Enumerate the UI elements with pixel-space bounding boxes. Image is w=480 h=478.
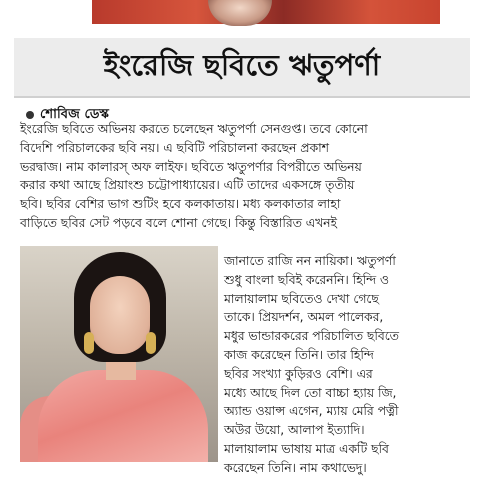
body-line: ছবি। ছবির বেশির ভাগ শুটিং হবে কলকাতায়। মধ্য কলকাতার লাহা: [20, 197, 341, 212]
body-line: মালায়ালাম ভাষায় মাত্র একটি ছবি: [224, 441, 389, 456]
headline: ইংরেজি ছবিতে ঋতুপর্ণা: [103, 47, 381, 82]
byline-text: শোবিজ ডেস্ক: [40, 107, 110, 122]
photo-face: [90, 276, 150, 354]
earring-icon: [146, 332, 156, 354]
actress-photo: [20, 246, 218, 462]
body-line: ছবির সংখ্যা কুড়িরও বেশি। এর: [224, 366, 373, 381]
body-line: ইংরেজি ছবিতে অভিনয় করতে চলেছেন ঋতুপর্ণা সেনগুপ্ত। তবে কোনো: [20, 122, 368, 136]
body-line: অ্যান্ড ওয়ান্স এগেন, ম্যায় মেরি পত্নী: [224, 404, 399, 419]
body-line: তাকে। প্রিয়দর্শন, অমল পালেকর,: [224, 310, 384, 325]
body-line: কাজ করেছেন তিনি। তার হিন্দি: [224, 347, 374, 362]
body-line: জানাতে রাজি নন নায়িকা। ঋতুপর্ণা: [224, 254, 396, 268]
body-line: ভরদ্বাজ। নাম কালারস্ অফ লাইফ। ছবিতে ঋতুপর্ণার বিপরীতে অভিনয়: [20, 159, 362, 174]
body-line: বিদেশি পরিচালকের ছবি নয়। এ ছবিটি পরিচালনা করছেন প্রকাশ: [20, 140, 329, 155]
bullet-icon: [26, 111, 34, 119]
body-line: মধুর ভান্ডারকরের পরিচালিত ছবিতে: [224, 329, 399, 344]
body-line: মালায়ালাম ছবিতেও দেখা গেছে: [224, 291, 379, 306]
body-line: করেছেন তিনি। নাম কথাভেদু।: [224, 460, 367, 475]
body-line: অউর উয়ো, আলাপ ইত্যাদি।: [224, 423, 365, 438]
body-line: মধ্যে আছে দিল তো বাচ্চা হ্যায় জি,: [224, 385, 397, 400]
photo-dress: [38, 370, 208, 462]
body-line: শুধু বাংলা ছবিই করেননি। হিন্দি ও: [224, 272, 389, 287]
body-line: বাড়িতে ছবির সেট পড়বে বলে শোনা গেছে। কিন্তু বিস্তারিত এখনই: [20, 215, 337, 230]
top-photo-strip: [0, 0, 480, 28]
body-line: করার কথা আছে প্রিয়াংশু চট্টোপাধ্যায়ের। এটি তাদের একসঙ্গে তৃতীয়: [20, 178, 355, 193]
article-body: [20, 120, 476, 233]
article-body-wrapped: [224, 252, 476, 478]
earring-icon: [84, 332, 94, 354]
